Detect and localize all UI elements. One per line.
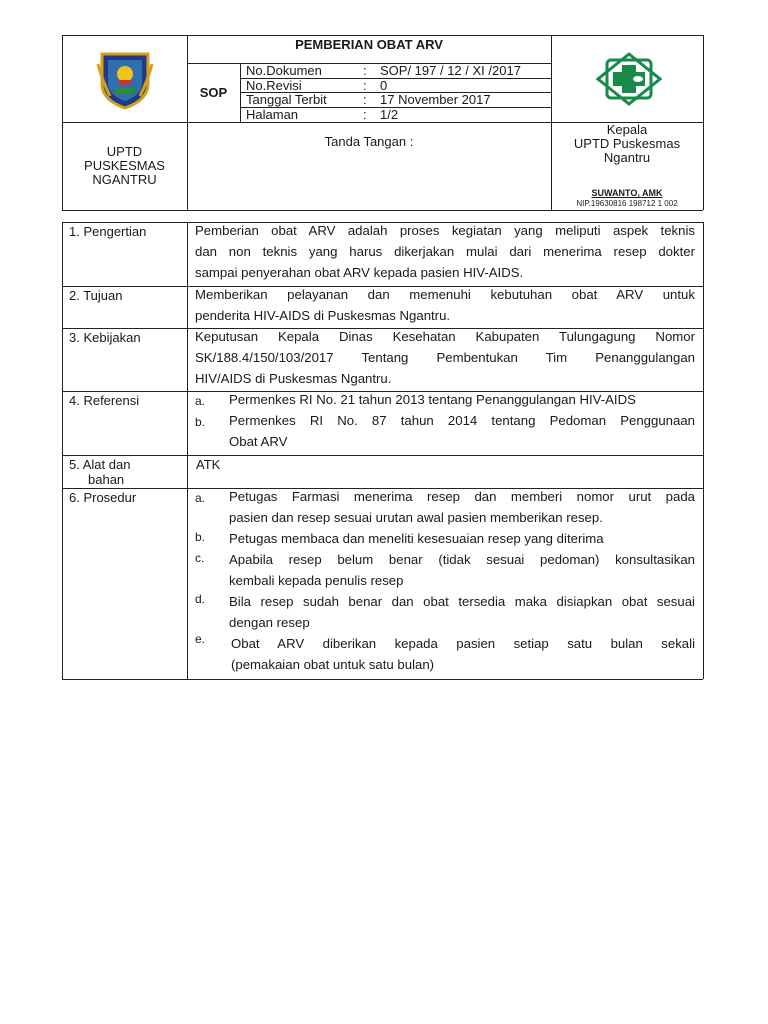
list-marker: a. xyxy=(195,394,206,408)
list-marker: a. xyxy=(195,491,206,505)
section-label-referensi: 4. Referensi xyxy=(69,393,140,408)
prosedur-item-a: Petugas Farmasi menerima resep dan memberi nomor urut pada pasien dan resep sesuai urutan awal pasien memberikan resep. xyxy=(229,489,695,525)
list-marker: b. xyxy=(195,530,206,544)
section-label-pengertian: 1. Pengertian xyxy=(69,224,147,239)
meta-sep: : xyxy=(363,92,367,107)
meta-label: Halaman xyxy=(246,107,299,122)
puskesmas-logo xyxy=(596,52,662,106)
regency-logo xyxy=(94,50,156,110)
meta-label: No.Dokumen xyxy=(246,63,322,78)
meta-value: 17 November 2017 xyxy=(380,92,491,107)
section-body-alat: ATK xyxy=(196,457,221,472)
document-title: PEMBERIAN OBAT ARV xyxy=(295,37,443,52)
signature-label: Tanda Tangan : xyxy=(324,134,414,149)
referensi-item-b: Permenkes RI No. 87 tahun 2014 tentang Pedoman Penggunaan Obat ARV xyxy=(229,413,695,449)
meta-sep: : xyxy=(363,107,367,122)
signer-nip: NIP.19630816 198712 1 002 xyxy=(576,199,678,208)
meta-sep: : xyxy=(363,63,367,78)
section-label-tujuan: 2. Tujuan xyxy=(69,288,123,303)
list-marker: e. xyxy=(195,632,206,646)
list-marker: d. xyxy=(195,592,206,606)
meta-value: 1/2 xyxy=(380,107,399,122)
meta-value: 0 xyxy=(380,78,388,93)
meta-label: No.Revisi xyxy=(246,78,302,93)
prosedur-item-d: Bila resep sudah benar dan obat tersedia maka disiapkan obat sesuai dengan resep xyxy=(229,594,695,630)
prosedur-item-b: Petugas membaca dan meneliti kesesuaian resep yang diterima xyxy=(229,531,604,546)
list-marker: c. xyxy=(195,551,205,565)
signer-name: SUWANTO, AMK xyxy=(591,188,663,198)
section-body-tujuan: Memberikan pelayanan dan memenuhi kebutuhan obat ARV untuk penderita HIV-AIDS di Puskesmas Ngantru. xyxy=(195,287,695,323)
section-label-kebijakan: 3. Kebijakan xyxy=(69,330,141,345)
meta-sep: : xyxy=(363,78,367,93)
meta-label: Tanggal Terbit xyxy=(246,92,327,107)
prosedur-item-e: Obat ARV diberikan kepada pasien setiap satu bulan sekali (pemakaian obat untuk satu bulan) xyxy=(231,636,695,672)
sop-label: SOP xyxy=(199,85,228,100)
section-body-kebijakan: Keputusan Kepala Dinas Kesehatan Kabupaten Tulungagung Nomor SK/188.4/150/103/2017 Tentang Pembentukan Tim Penanggulangan HIV/AIDS di Puskesmas Ngantru. xyxy=(195,329,695,386)
list-marker: b. xyxy=(195,415,206,429)
meta-value: SOP/ 197 / 12 / XI /2017 xyxy=(380,63,521,78)
section-label-prosedur: 6. Prosedur xyxy=(69,490,137,505)
section-body-pengertian: Pemberian obat ARV adalah proses kegiatan yang meliputi aspek teknis dan non teknis yang harus dikerjakan mulai dari menerima resep dokter sampai penyerahan obat ARV kepada pasien HIV-AIDS. xyxy=(195,223,695,280)
prosedur-item-c: Apabila resep belum benar (tidak sesuai pedoman) konsultasikan kembali kepada penulis resep xyxy=(229,552,695,588)
referensi-item-a: Permenkes RI No. 21 tahun 2013 tentang Penanggulangan HIV-AIDS xyxy=(229,392,636,407)
